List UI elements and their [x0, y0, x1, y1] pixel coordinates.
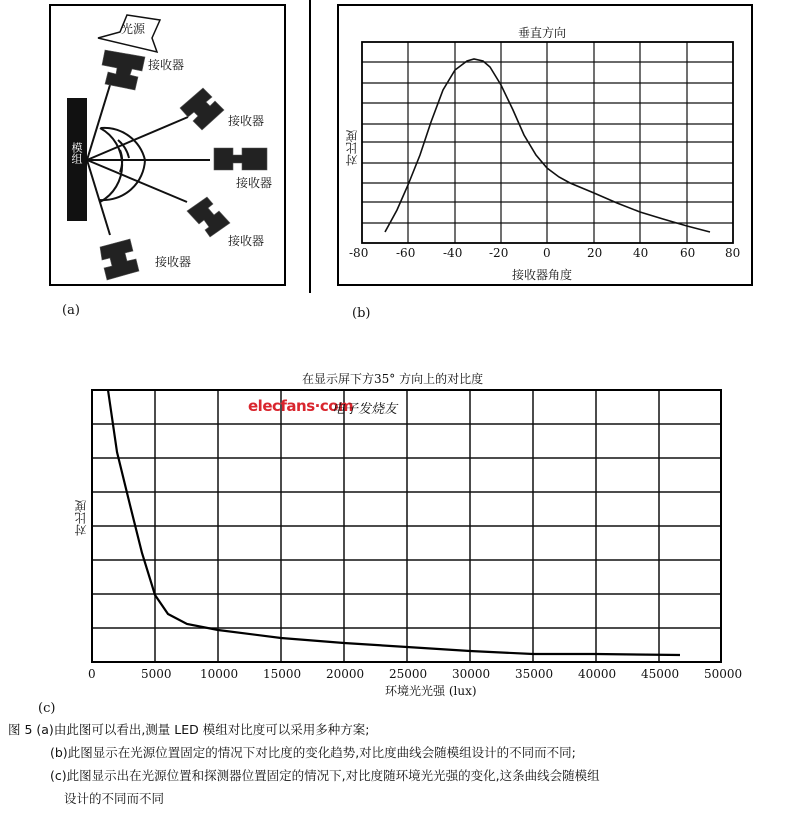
figure-caption — [8, 718, 798, 810]
panel-c-label: (c) — [38, 701, 56, 716]
panel-c-chart — [92, 390, 721, 662]
receiver-label-4: 接收器 — [228, 234, 265, 248]
caption-line-4: 设计的不同而不同 — [64, 791, 165, 806]
caption-line-1: 图 5 (a)由此图可以看出,测量 LED 模组对比度可以采用多种方案; — [8, 722, 370, 737]
receiver-icon — [187, 197, 230, 237]
receiver-icon — [214, 148, 267, 170]
watermark-cn: 电子发烧友 — [332, 402, 398, 417]
receiver-label-3: 接收器 — [236, 176, 273, 190]
receiver-label-2: 接收器 — [228, 114, 265, 128]
watermark-logo: elecfans·com — [248, 397, 354, 415]
caption-line-2: (b)此图显示在光源位置固定的情况下对比度的变化趋势,对比度曲线会随模组设计的不同而不同; — [50, 745, 576, 760]
light-source-label: 光源 — [121, 22, 146, 36]
panel-a-label: (a) — [62, 303, 80, 318]
receiver-icon — [100, 239, 139, 280]
chart-b-ylabel: 对比度 — [345, 130, 359, 166]
receiver-label-1: 接收器 — [148, 58, 185, 72]
module-label: 模组 — [70, 142, 83, 164]
caption-line-3: (c)此图显示出在光源位置和探测器位置固定的情况下,对比度随环境光光强的变化,这条曲线会随模组 — [50, 768, 600, 783]
panel-b-label: (b) — [352, 306, 371, 321]
chart-c-ylabel: 对比度 — [74, 500, 88, 536]
receiver-icon — [180, 88, 224, 130]
panel-b-chart — [338, 5, 752, 285]
chart-b-title: 垂直方向 — [518, 26, 567, 40]
chart-b-xlabel: 接收器角度 — [512, 268, 573, 282]
chart-c-xlabel: 环境光光强 (lux) — [385, 684, 477, 698]
receiver-icon — [102, 50, 145, 90]
chart-c-title: 在显示屏下方35° 方向上的对比度 — [302, 372, 484, 386]
contrast-curve-c — [108, 390, 680, 655]
receiver-label-5: 接收器 — [155, 255, 192, 269]
